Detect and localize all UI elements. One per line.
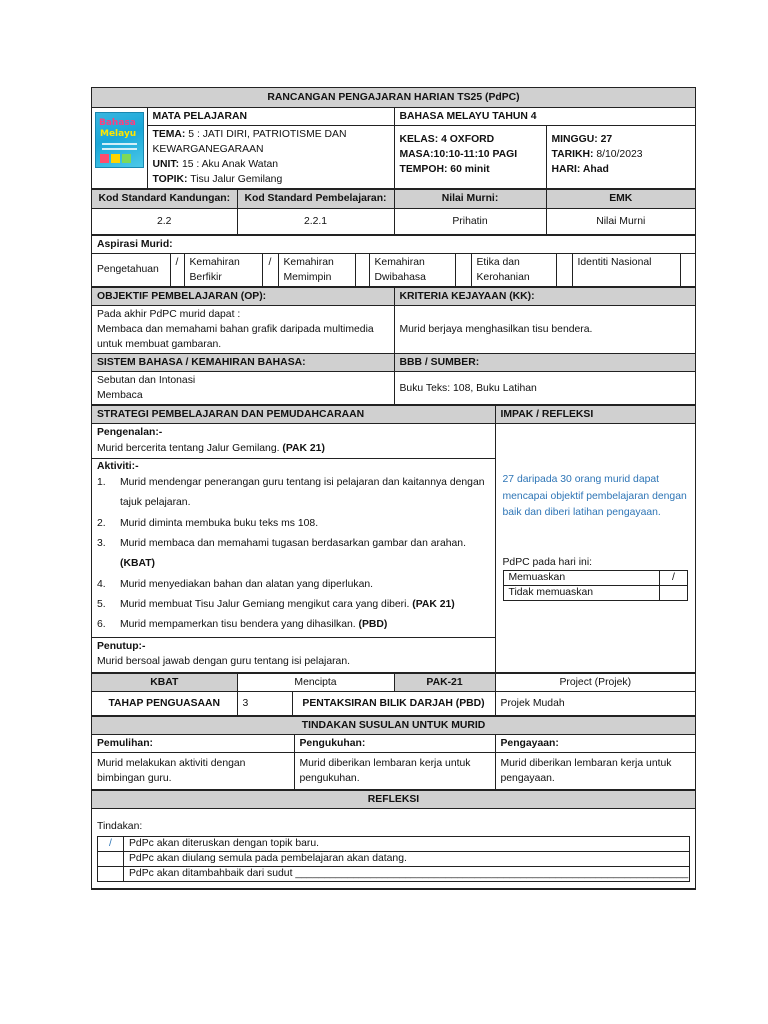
aspirasi-check-kemahiran-dwibahasa[interactable]	[455, 253, 471, 286]
pengenalan-line	[97, 441, 490, 456]
aktiviti-step	[97, 473, 490, 514]
step-text: Murid membuat Tisu Jalur Gemiang mengikut cara yang diberi.	[120, 598, 413, 610]
refleksi-actions-table	[97, 836, 690, 882]
sistem-bahasa-line: Membaca	[97, 390, 143, 402]
pemulihan-label: Pemulihan:	[92, 734, 294, 752]
page-title: RANCANGAN PENGAJARAN HARIAN TS25 (PdPC)	[92, 88, 695, 108]
step-number: 3.	[97, 538, 106, 549]
sistem-bahasa-cell	[92, 372, 394, 405]
book-cover-image	[95, 112, 144, 168]
step-text: Murid membaca dan memahami tugasan berdasarkan gambar dan arahan.	[120, 538, 466, 549]
pdpc-rating-check[interactable]: /	[660, 570, 688, 585]
mata-pelajaran-label: MATA PELAJARAN	[147, 108, 394, 126]
pdpc-rating-check[interactable]	[660, 585, 688, 600]
subject-name: BAHASA MELAYU TAHUN 4	[394, 108, 695, 126]
kriteria-text: Murid berjaya menghasilkan tisu bendera.	[394, 305, 695, 353]
pbd-value: Projek Mudah	[495, 691, 695, 715]
pak21-value: Project (Projek)	[495, 673, 695, 691]
aspirasi-check-etika-kerohanian[interactable]	[556, 253, 572, 286]
objektif-text: Membaca dan memahami bahan grafik daripada multimedia untuk membuat gambaran.	[97, 324, 374, 351]
bbb-text: Buku Teks: 108, Buku Latihan	[394, 372, 695, 405]
pemulihan-text: Murid melakukan aktiviti dengan bimbingan guru.	[92, 752, 294, 789]
refleksi-action-check[interactable]	[98, 852, 124, 867]
tarikh-label: TARIKH:	[551, 149, 594, 161]
aktiviti-block	[92, 459, 495, 639]
topik-value: Tisu Jalur Gemilang	[187, 174, 283, 186]
unit-line	[153, 157, 389, 172]
kelas-masa-cell	[394, 126, 546, 189]
standards-section	[92, 189, 695, 234]
aktiviti-step	[97, 534, 490, 575]
refleksi-action-row	[98, 867, 690, 882]
step-tag: (PBD)	[358, 619, 388, 631]
header-section	[92, 88, 695, 189]
step-number: 5.	[97, 598, 106, 610]
emk-value: Nilai Murni	[546, 208, 695, 234]
refleksi-action-text: PdPc akan diulang semula pada pembelajaran akan datang.	[124, 852, 690, 867]
aspirasi-item-identiti-nasional: Identiti Nasional	[572, 253, 681, 286]
refleksi-action-row	[98, 837, 690, 852]
aspirasi-item-pengetahuan: Pengetahuan	[92, 253, 170, 286]
aspirasi-item-kemahiran-dwibahasa: Kemahiran Dwibahasa	[369, 253, 455, 286]
unit-value: 15 : Aku Anak Watan	[179, 159, 279, 171]
pengukuhan-text: Murid diberikan lembaran kerja untuk pengukuhan.	[294, 752, 495, 789]
tarikh-value: 8/10/2023	[593, 149, 643, 161]
aspirasi-section	[92, 235, 695, 287]
tema-value: 5 : JATI DIRI, PATRIOTISME DAN KEWARGANEGARAAN	[152, 129, 347, 156]
assessment-section	[92, 673, 695, 716]
objective-section	[92, 287, 695, 406]
step-tag: (PAK 21)	[412, 598, 455, 610]
step-number: 4.	[97, 578, 106, 590]
aktiviti-label: Aktiviti:-	[97, 460, 139, 472]
aspirasi-label: Aspirasi Murid:	[92, 235, 695, 253]
tahap-penguasaan-label: TAHAP PENGUASAAN	[92, 691, 237, 715]
kod-standard-pembelajaran-header: Kod Standard Pembelajaran:	[237, 190, 394, 208]
penutup-label: Penutup:-	[97, 641, 146, 653]
strategy-section	[92, 405, 695, 672]
aspirasi-check-kemahiran-berfikir[interactable]: /	[262, 253, 278, 286]
topik-label: TOPIK:	[152, 174, 188, 186]
aspirasi-item-etika-kerohanian: Etika dan Kerohanian	[471, 253, 556, 286]
hari-label: HARI:	[551, 164, 581, 176]
unit-label: UNIT:	[152, 159, 180, 171]
book-cover-cell	[92, 108, 147, 189]
tema-label: TEMA:	[152, 129, 186, 141]
pdpc-rating-row	[503, 585, 688, 600]
tempoh-value: TEMPOH: 60 minit	[399, 164, 490, 176]
step-number: 1.	[97, 477, 106, 489]
aktiviti-step	[97, 514, 490, 534]
pbd-label: PENTAKSIRAN BILIK DARJAH (PBD)	[292, 691, 495, 715]
pengenalan-label: Pengenalan:-	[97, 427, 163, 439]
objektif-header: OBJEKTIF PEMBELAJARAN (OP):	[92, 287, 394, 305]
minggu-line	[552, 132, 691, 147]
pengenalan-tag: (PAK 21)	[282, 442, 325, 454]
pengenalan-text: Murid bercerita tentang Jalur Gemilang.	[97, 442, 283, 454]
reflection-section	[92, 790, 695, 889]
aspirasi-item-kemahiran-memimpin: Kemahiran Memimpin	[278, 253, 355, 286]
kbat-label: KBAT	[92, 673, 237, 691]
tarikh-line	[552, 147, 691, 162]
aktiviti-step	[97, 595, 490, 615]
tema-line	[153, 127, 389, 157]
cover-block	[122, 154, 131, 163]
objektif-intro: Pada akhir PdPC murid dapat :	[97, 308, 241, 320]
kelas-value: KELAS: 4 OXFORD	[399, 134, 495, 146]
pengayaan-text: Murid diberikan lembaran kerja untuk pengayaan.	[495, 752, 695, 789]
refleksi-action-text: PdPc akan diteruskan dengan topik baru.	[124, 837, 690, 852]
sistem-bahasa-header: SISTEM BAHASA / KEMAHIRAN BAHASA:	[92, 354, 394, 372]
penutup-text: Murid bersoal jawab dengan guru tentang isi pelajaran.	[97, 656, 351, 668]
aspirasi-check-kemahiran-memimpin[interactable]	[355, 253, 369, 286]
kod-standard-kandungan-header: Kod Standard Kandungan:	[92, 190, 237, 208]
tahap-penguasaan-value: 3	[237, 691, 292, 715]
topik-line	[153, 172, 389, 187]
sistem-bahasa-line: Sebutan dan Intonasi	[97, 375, 196, 387]
step-number: 2.	[97, 517, 106, 529]
pdpc-rating-label: Memuaskan	[503, 570, 660, 585]
minggu-label: MINGGU:	[551, 134, 598, 146]
step-tag: (KBAT)	[120, 558, 156, 570]
pengenalan-block	[92, 424, 495, 458]
kod-standard-pembelajaran-value: 2.2.1	[237, 208, 394, 234]
impak-text: 27 daripada 30 orang murid dapat mencapai objektif pembelajaran dengan baik dan diberi latihan pengayaan.	[502, 474, 687, 518]
aktiviti-step	[97, 615, 490, 635]
aktiviti-step	[97, 575, 490, 595]
cover-block	[100, 154, 109, 163]
minggu-tarikh-cell	[546, 126, 695, 189]
pdpc-rating-row	[503, 570, 688, 585]
book-cover-line2: Melayu	[100, 129, 137, 140]
aspirasi-check-identiti-nasional[interactable]	[681, 253, 695, 286]
strategi-header: STRATEGI PEMBELAJARAN DAN PEMUDAHCARAAN	[92, 406, 495, 424]
aspirasi-item-kemahiran-berfikir: Kemahiran Berfikir	[184, 253, 262, 286]
emk-header: EMK	[546, 190, 695, 208]
cover-stripe	[102, 148, 137, 150]
cover-block	[111, 154, 120, 163]
bbb-header: BBB / SUMBER:	[394, 354, 695, 372]
nilai-murni-header: Nilai Murni:	[394, 190, 546, 208]
strategi-cell	[92, 424, 495, 672]
kod-standard-kandungan-value: 2.2	[92, 208, 237, 234]
refleksi-action-text: PdPc akan ditambahbaik dari sudut ____________________________________________________________________	[124, 867, 690, 882]
nilai-murni-value: Prihatin	[394, 208, 546, 234]
tindakan-susulan-header: TINDAKAN SUSULAN UNTUK MURID	[92, 716, 695, 734]
tema-unit-topik-cell	[147, 126, 394, 189]
pdpc-label: PdPC pada hari ini:	[502, 556, 593, 568]
tindakan-label: Tindakan:	[97, 821, 143, 833]
pak21-label: PAK-21	[394, 673, 495, 691]
step-number: 6.	[97, 619, 106, 631]
cover-stripe	[102, 143, 137, 145]
hari-value: Ahad	[580, 164, 609, 176]
impak-header: IMPAK / REFLEKSI	[495, 406, 695, 424]
minggu-value: 27	[597, 134, 613, 146]
step-text: Murid menyediakan bahan dan alatan yang diperlukan.	[120, 578, 374, 590]
refleksi-action-check[interactable]	[98, 867, 124, 882]
book-cover-line1: Bahasa	[99, 118, 136, 129]
impak-cell	[495, 424, 695, 672]
pdpc-rating-label: Tidak memuaskan	[503, 585, 660, 600]
step-text: Murid mendengar penerangan guru tentang isi pelajaran dan kaitannya dengan tajuk pelajaran.	[120, 477, 485, 509]
follow-up-section	[92, 716, 695, 790]
penutup-block	[92, 638, 495, 671]
refleksi-action-check[interactable]: /	[98, 837, 124, 852]
pdpc-rating-table	[503, 570, 689, 601]
hari-line	[552, 162, 691, 177]
kriteria-header: KRITERIA KEJAYAAN (KK):	[394, 287, 695, 305]
step-text: Murid mempamerkan tisu bendera yang dihasilkan.	[120, 619, 359, 631]
aktiviti-list	[97, 473, 490, 635]
objektif-cell	[92, 305, 394, 353]
lesson-plan-document	[91, 87, 696, 890]
refleksi-header: REFLEKSI	[92, 791, 695, 809]
pengayaan-label: Pengayaan:	[495, 734, 695, 752]
kbat-value: Mencipta	[237, 673, 394, 691]
masa-value: MASA:10:10-11:10 PAGI	[399, 149, 518, 161]
step-text: Murid diminta membuka buku teks ms 108.	[120, 517, 319, 529]
refleksi-cell	[92, 809, 695, 889]
refleksi-action-row	[98, 852, 690, 867]
aspirasi-check-pengetahuan[interactable]: /	[170, 253, 184, 286]
pengukuhan-label: Pengukuhan:	[294, 734, 495, 752]
